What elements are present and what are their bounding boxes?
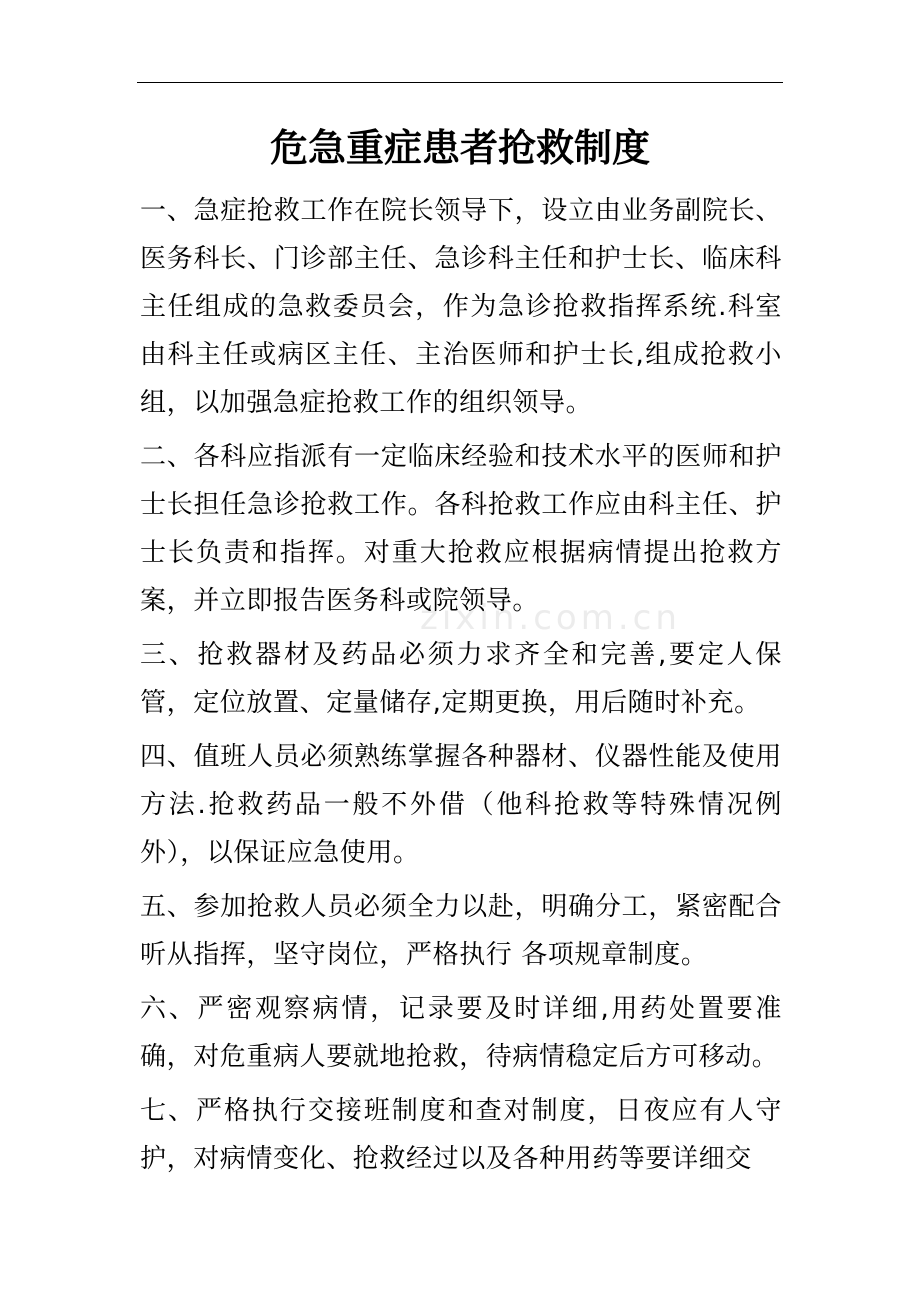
paragraph-1: 一、急症抢救工作在院长领导下，设立由业务副院长、医务科长、门诊部主任、急诊科主任和护士长、临床科主任组成的急救委员会，作为急诊抢救指挥系统.科室由科主任或病区主任、主治医师和护士长,组成抢救小组，以加强急症抢救工作的组织领导。 — [140, 196, 782, 418]
paragraph-2: 二、各科应指派有一定临床经验和技术水平的医师和护士长担任急诊抢救工作。各科抢救工作应由科主任、护士长负责和指挥。对重大抢救应根据病情提出抢救方案，并立即报告医务科或院领导。 — [140, 442, 782, 616]
document-title: 危急重症患者抢救制度 — [269, 126, 650, 170]
paragraph-5: 五、参加抢救人员必须全力以赴，明确分工，紧密配合听从指挥，坚守岗位，严格执行 各项规章制度。 — [140, 892, 782, 970]
watermark-text: zixin.com.cn — [420, 598, 681, 638]
paragraph-4: 四、值班人员必须熟练掌握各种器材、仪器性能及使用方法.抢救药品一般不外借（他科抢救等特殊情况例外），以保证应急使用。 — [140, 742, 782, 868]
paragraph-3: 三、抢救器材及药品必须力求齐全和完善,要定人保管，定位放置、定量储存,定期更换，用后随时补充。 — [140, 640, 782, 718]
paragraph-6: 六、严密观察病情，记录要及时详细,用药处置要准确，对危重病人要就地抢救，待病情稳定后方可移动。 — [140, 994, 782, 1072]
document-body — [140, 187, 782, 1189]
paragraph-7: 七、严格执行交接班制度和查对制度，日夜应有人守护，对病情变化、抢救经过以及各种用药等要详细交 — [140, 1096, 782, 1174]
header-rule — [137, 82, 783, 83]
